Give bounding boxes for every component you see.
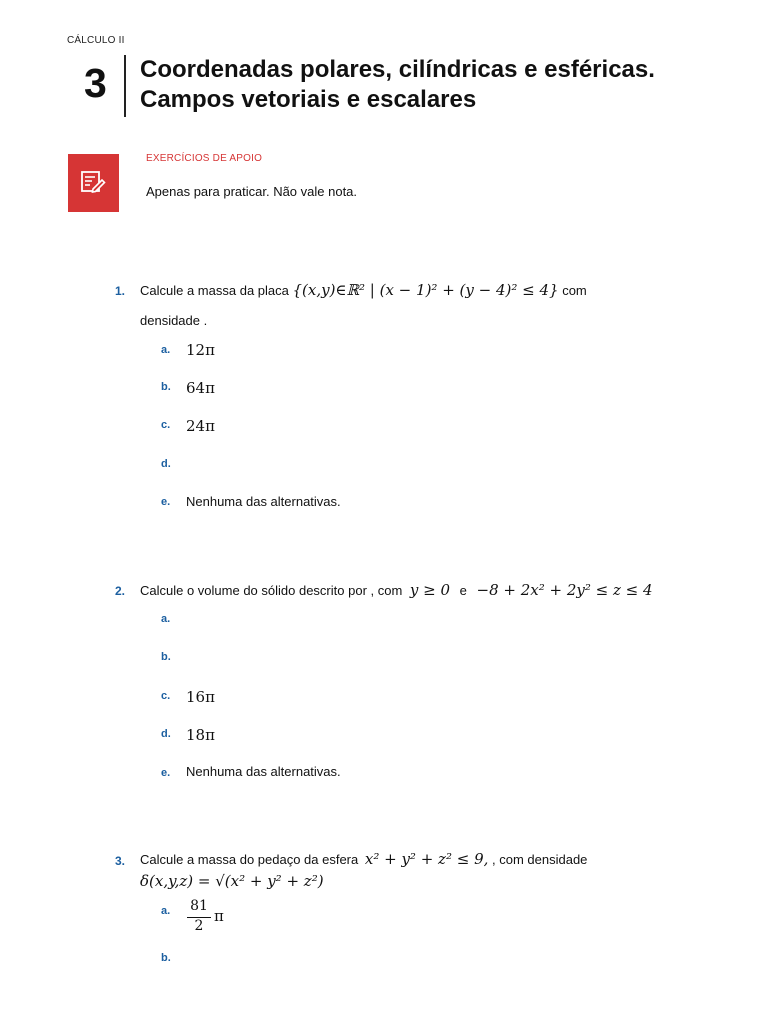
question-text bbox=[140, 581, 653, 599]
page-title bbox=[140, 55, 655, 115]
option-label[interactable]: c. bbox=[161, 690, 171, 702]
exercise-badge bbox=[68, 154, 119, 212]
question-text-before: Calcule a massa do pedaço da esfera bbox=[140, 852, 359, 867]
option-fraction-numerator[interactable]: 81 bbox=[190, 898, 208, 914]
question-text-before: Calcule a massa da placa bbox=[140, 283, 289, 298]
question-text-after: , com densidade bbox=[492, 852, 588, 867]
option-value-suffix[interactable]: π bbox=[214, 907, 224, 925]
question-number: 3. bbox=[115, 854, 126, 868]
question-text-line2: densidade . bbox=[140, 313, 208, 328]
option-value[interactable]: 16π bbox=[186, 688, 215, 706]
question-text bbox=[140, 850, 587, 868]
density-formula: δ(x,y,z) = √(x² + y² + z²) bbox=[140, 872, 324, 890]
option-label[interactable]: a. bbox=[161, 613, 171, 625]
option-value[interactable]: 12π bbox=[186, 341, 215, 359]
question-conjunction: e bbox=[459, 583, 467, 598]
option-label[interactable]: e. bbox=[161, 496, 171, 508]
question-number: 1. bbox=[115, 284, 126, 298]
option-value[interactable]: Nenhuma das alternativas. bbox=[186, 764, 341, 779]
option-fraction-denominator[interactable]: 2 bbox=[194, 918, 204, 934]
exercise-subtitle: Apenas para praticar. Não vale nota. bbox=[146, 184, 358, 199]
option-label[interactable]: d. bbox=[161, 458, 171, 470]
chapter-divider bbox=[124, 55, 126, 117]
option-label[interactable]: e. bbox=[161, 767, 171, 779]
option-label[interactable]: b. bbox=[161, 381, 171, 393]
option-label[interactable]: b. bbox=[161, 952, 171, 964]
option-value[interactable]: Nenhuma das alternativas. bbox=[186, 494, 341, 509]
question-math-2: −8 + 2x² + 2y² ≤ z ≤ 4 bbox=[476, 581, 653, 599]
edit-note-icon bbox=[80, 169, 106, 195]
option-value[interactable]: 18π bbox=[186, 726, 215, 744]
option-value[interactable]: 24π bbox=[186, 417, 215, 435]
question-text-after: com bbox=[562, 283, 587, 298]
question-math: x² + y² + z² ≤ 9, bbox=[364, 850, 489, 868]
option-label[interactable]: a. bbox=[161, 344, 171, 356]
question-text-before: Calcule o volume do sólido descrito por , com bbox=[140, 583, 403, 598]
option-label[interactable]: a. bbox=[161, 905, 171, 917]
option-label[interactable]: b. bbox=[161, 651, 171, 663]
question-math-1: y ≥ 0 bbox=[409, 581, 451, 599]
title-line-2: Campos vetoriais e escalares bbox=[140, 86, 477, 113]
question-math: {(x,y)∈ℝ² | (x − 1)² + (y − 4)² ≤ 4} bbox=[292, 281, 559, 299]
title-line-1: Coordenadas polares, cilíndricas e esféricas. bbox=[140, 56, 655, 83]
question-number: 2. bbox=[115, 584, 126, 598]
option-label[interactable]: d. bbox=[161, 728, 171, 740]
course-label: CÁLCULO II bbox=[67, 35, 125, 46]
option-value[interactable]: 64π bbox=[186, 379, 215, 397]
option-label[interactable]: c. bbox=[161, 419, 171, 431]
question-density bbox=[140, 872, 324, 890]
exercise-heading: EXERCÍCIOS DE APOIO bbox=[146, 153, 263, 164]
chapter-number: 3 bbox=[84, 60, 107, 106]
question-text bbox=[140, 281, 587, 299]
